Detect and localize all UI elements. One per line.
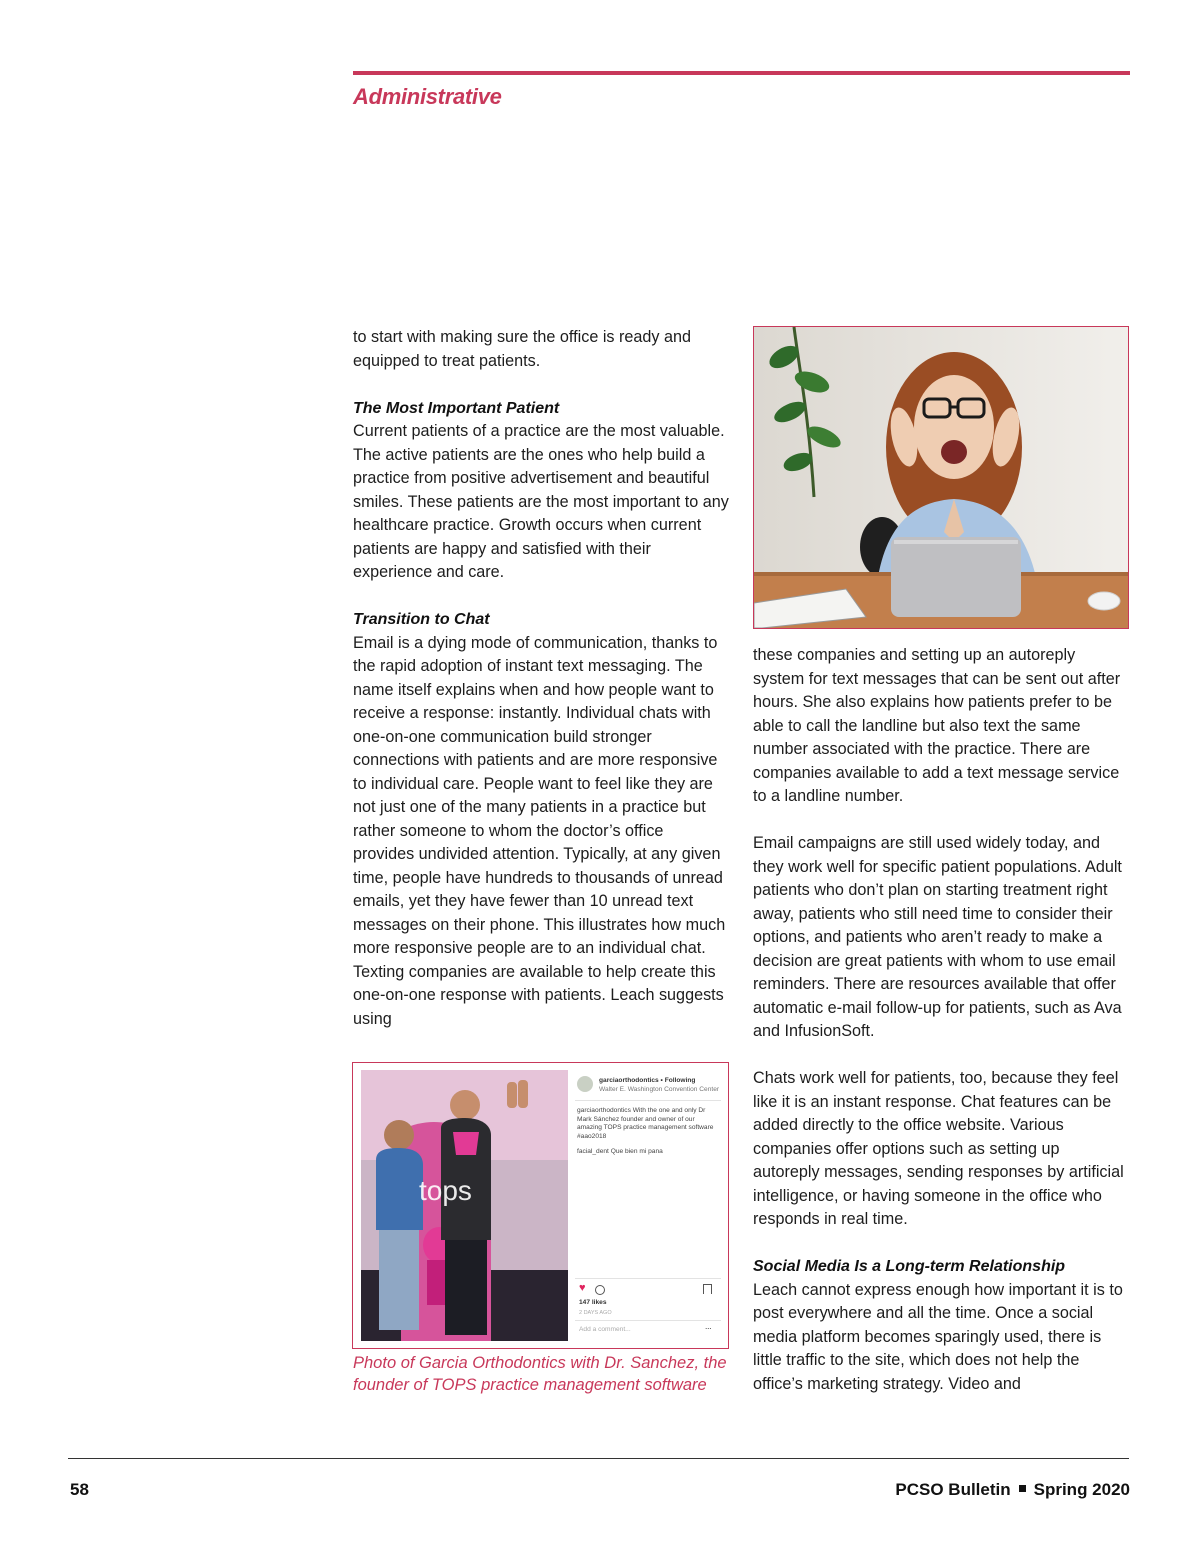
heart-icon[interactable]: ♥ (579, 1282, 586, 1294)
paragraph-chats: Chats work well for patients, too, because they feel like it is an instant response. Chat features can be added directly to the office website. Various companies offer options such as setting up autoreply messages, sending responses by artificial intelligence, or having someone in the office who responds in real time. (753, 1069, 1124, 1228)
issue-date: Spring 2020 (1033, 1480, 1130, 1499)
footer-rule (68, 1458, 1129, 1459)
instagram-panel (575, 1070, 721, 1341)
instagram-post-text: garciaorthodontics With the one and only Dr Mark Sánchez founder and owner of our amazing TOPS practice management software #aao2018 (577, 1107, 714, 1140)
avatar (577, 1076, 593, 1092)
event-photo (361, 1070, 568, 1341)
photo-caption: Photo of Garcia Orthodontics with Dr. Sanchez, the founder of TOPS practice management software (353, 1354, 727, 1394)
more-options-icon[interactable]: … (705, 1324, 712, 1331)
section-title: Administrative (353, 84, 502, 109)
paragraph-email-dying: Email is a dying mode of communication, thanks to the rapid adoption of instant text messaging. The name itself explains when and how people want to receive a response: instantly. Individual chats with one-on-one communication build stronger connections with patients and are more responsive to individual care. People want to feel like they are not just one of the many patients in a practice but rather someone to whom the doctor’s office provides undivided attention. Typically, at any given time, people have hundreds to thousands of unread emails, yet they have fewer than 10 unread text messages on their phone. This illustrates how much more responsive people are to an individual chat. Texting companies are available to help create this one-on-one response with patients. Leach suggests using (353, 633, 726, 1028)
bookmark-icon[interactable] (703, 1284, 712, 1294)
paragraph-current-patients: Current patients of a practice are the most valuable. The active patients are the ones who help build a practice from positive advertisement and beautiful smiles. These patients are the most important to any healthcare practice. Growth occurs when current patients are happy and satisfied with their experience and care. (353, 422, 729, 581)
add-comment-input[interactable]: Add a comment... (579, 1326, 631, 1333)
instagram-comment: facial_dent Que bien mi pana (577, 1148, 663, 1155)
heading-transition-to-chat: Transition to Chat (353, 611, 490, 628)
photo-instagram-post (352, 1062, 729, 1349)
intro-paragraph: to start with making sure the office is ready and equipped to treat patients. (353, 328, 692, 370)
instagram-account[interactable]: garciaorthodontics • Following (599, 1077, 696, 1084)
heading-social-media: Social Media Is a Long-term Relationship (753, 1258, 1066, 1275)
heading-most-important-patient: The Most Important Patient (353, 399, 560, 417)
footer-publication (895, 1480, 1130, 1500)
sign-text: tops (419, 1175, 472, 1206)
photo-excited-woman (753, 326, 1129, 629)
instagram-time: 2 DAYS AGO (579, 1310, 612, 1316)
instagram-likes: 147 likes (579, 1299, 607, 1306)
left-column (353, 326, 729, 1031)
right-column (753, 644, 1129, 1396)
woman-laptop-illustration (754, 327, 1128, 628)
paragraph-email-campaigns: Email campaigns are still used widely today, and they work well for specific patient populations. Adult patients who don’t plan on starting treatment right away, patients who still need time to consider their options, and patients who aren’t ready to make a decision are great patients with whom to use email reminders. There are resources available that offer automatic e-mail follow-up for patients, such as Ava and InfusionSoft. (753, 834, 1122, 1040)
instagram-location[interactable]: Walter E. Washington Convention Center (599, 1086, 720, 1093)
comment-icon[interactable] (595, 1285, 605, 1295)
header-rule (353, 71, 1130, 75)
paragraph-social-media: Leach cannot express enough how important it is to post everywhere and all the time. Once a social media platform becomes sparingly used, there is little traffic to the site, which does not help the office’s marketing strategy. Video and (753, 1280, 1123, 1393)
paragraph-autoreply: these companies and setting up an autoreply system for text messages that can be sent out after hours. She also explains how patients prefer to be able to call the landline but also text the same number associated with the practice. There are companies available to add a text message service to a landline number. (753, 646, 1121, 805)
publication-name: PCSO Bulletin (895, 1480, 1011, 1499)
page-number: 58 (70, 1480, 89, 1499)
square-bullet-icon (1019, 1485, 1026, 1492)
